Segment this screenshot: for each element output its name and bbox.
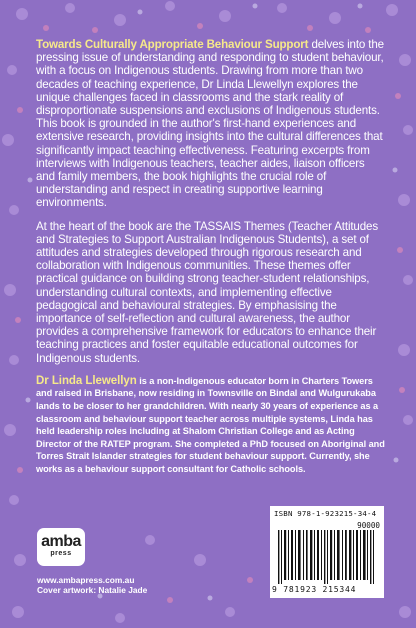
description-text: delves into the pressing issue of understanding and responding to student behaviour, with a focus on Indigenous students. Drawing from more than two decades of teaching experience, Dr Linda Llewellyn explores the unique challenges faced in classrooms and the stark reality of disproportionate suspensions and exclusions of Indigenous students. This book is grounded in the author's first-hand experiences and extensive research, providing insights into the cultural differences that significantly impact teaching effectiveness. Featuring excerpts from interviews with Indigenous teachers, teacher aides, liaison officers and family members, the book highlights the crucial role of understanding and respect in creating supportive learning environments. — [36, 38, 384, 210]
author-bio — [36, 375, 386, 476]
barcode-digits: 9 781923 215344 — [272, 585, 357, 594]
author-bio-text: is a non-Indigenous educator born in Charters Towers and raised in Brisbane, now residing in Townsville on Bindal and Wulgurukaba lands to be closer to her grandchildren. With nearly 30 years of experience as a classroom and behaviour support teacher across multiple systems, Linda has held leadership roles including at Shalom Christian College and as Acting Director of the RATEP program. She completed a PhD focused on Aboriginal and Torres Strait Islander strategies for student behaviour support. Currently, she works as a behaviour support consultant for Catholic schools. — [36, 375, 385, 475]
barcode-bars — [276, 530, 378, 584]
publisher-credits — [37, 575, 147, 595]
description-paragraph — [36, 38, 386, 210]
publisher-logo-word: amba — [41, 533, 81, 550]
isbn-text: ISBN 978-1-923215-34-4 — [274, 509, 377, 518]
publisher-logo — [37, 528, 85, 566]
back-cover-text — [36, 38, 386, 476]
publisher-logo-sub: press — [50, 550, 72, 557]
price-code: 90000 — [357, 521, 380, 530]
cover-artwork-credit: Cover artwork: Natalie Jade — [37, 585, 148, 595]
book-title: Towards Culturally Appropriate Behaviour Support — [36, 38, 309, 51]
author-name: Dr Linda Llewellyn — [36, 374, 137, 387]
isbn-barcode — [270, 506, 384, 598]
themes-paragraph: At the heart of the book are the TASSAIS Themes (Teacher Attitudes and Strategies to Support Australian Indigenous Students), a set of attitudes and strategies developed through rigorous research and collaboration with Indigenous communities. These themes offer practical guidance on building strong teacher-student relationships, understanding cultural contexts, and implementing effective pedagogical and behavioural strategies. By emphasising the importance of self-reflection and cultural awareness, the author provides a comprehensive framework for educators to enhance their teaching practices and foster equitable educational outcomes for Indigenous students. — [36, 219, 378, 365]
publisher-website: www.ambapress.com.au — [37, 575, 135, 585]
